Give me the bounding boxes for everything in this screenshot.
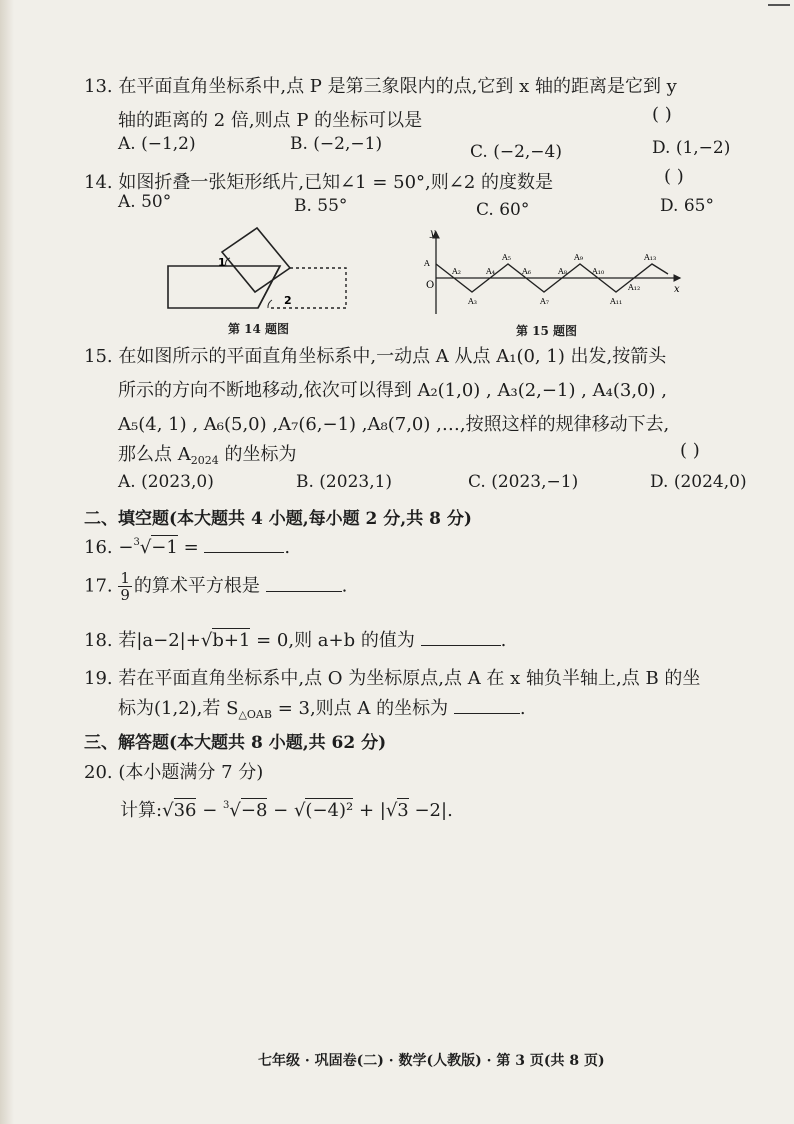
q20-root2: −8 xyxy=(240,800,268,821)
q15-option-a: A. (2023,0) xyxy=(118,472,214,492)
q18-answer-blank[interactable] xyxy=(421,629,501,646)
q15-option-d: D. (2024,0) xyxy=(650,472,747,492)
q15-point-a13: A₁₃ xyxy=(644,253,657,262)
q20-op1: − xyxy=(196,800,223,821)
q13-option-a: A. (−1,2) xyxy=(118,134,196,154)
q20-title: 20. (本小题满分 7 分) xyxy=(84,762,264,783)
q15-line4-pre: 那么点 A xyxy=(118,444,191,465)
q20-root2-index: 3 xyxy=(223,800,230,811)
q15-option-c: C. (2023,−1) xyxy=(468,472,579,492)
q19-line2-post: = 3,则点 A 的坐标为 xyxy=(271,698,449,719)
q17-answer-blank[interactable] xyxy=(266,575,342,592)
q13-line1: 13. 在平面直角坐标系中,点 P 是第三象限内的点,它到 x 轴的距离是它到 y xyxy=(84,76,677,97)
q14-option-d: D. 65° xyxy=(660,196,714,216)
q13-answer-paren: ( ) xyxy=(652,104,672,125)
q13-option-c: C. (−2,−4) xyxy=(470,142,562,162)
q20-op2: − xyxy=(267,800,294,821)
q18: 18. 若|a−2|+√b+1 = 0,则 a+b 的值为 . xyxy=(84,630,507,651)
q16-radicand: −1 xyxy=(151,537,178,558)
q15-line3: A₅(4, 1) , A₆(5,0) ,A₇(6,−1) ,A₈(7,0) ,…,按照这样的规律移动下去, xyxy=(118,414,670,435)
q15-point-a1: A xyxy=(424,259,430,268)
q20-tail: −2|. xyxy=(408,800,453,821)
q15-point-a6: A₆ xyxy=(522,267,531,276)
corner-mark xyxy=(768,4,790,18)
q19-line2-sub: △OAB xyxy=(238,708,272,721)
q19-line2-pre: 标为(1,2),若 S xyxy=(118,698,239,719)
q18-end: . xyxy=(500,630,507,651)
q20-label: 计算: xyxy=(120,800,163,821)
section3-header: 三、解答题(本大题共 8 小题,共 62 分) xyxy=(84,733,387,753)
q15-point-a3: A₃ xyxy=(468,297,477,306)
q15-axis-x-label: x xyxy=(674,284,680,295)
q15-point-a9: A₉ xyxy=(574,253,583,262)
page-footer: 七年级 · 巩固卷(二) · 数学(人教版) · 第 3 页(共 8 页) xyxy=(258,1053,605,1069)
q14-angle1-label: 1 xyxy=(218,256,226,269)
q18-radicand: b+1 xyxy=(212,630,251,651)
q19-line1: 19. 若在平面直角坐标系中,点 O 为坐标原点,点 A 在 x 轴负半轴上,点 B 的坐 xyxy=(84,668,701,689)
q20-op3: + | xyxy=(353,800,386,821)
q15-line4-post: 的坐标为 xyxy=(218,444,297,465)
q14-figure xyxy=(160,222,360,318)
q14-angle2-label: 2 xyxy=(284,294,292,307)
q15-figure xyxy=(422,226,686,322)
q13-option-b: B. (−2,−1) xyxy=(290,134,383,154)
q14-line1: 14. 如图折叠一张矩形纸片,已知∠1 = 50°,则∠2 的度数是 xyxy=(84,172,554,193)
q17-numerator: 1 xyxy=(120,569,130,587)
q15-figure-caption: 第 15 题图 xyxy=(516,324,578,338)
q16: 16. −$^3$√−1 = . xyxy=(84,537,291,558)
q16-end: . xyxy=(284,537,291,558)
q17 xyxy=(84,570,347,603)
q13-line2: 轴的距离的 2 倍,则点 P 的坐标可以是 xyxy=(118,110,423,131)
q17-prefix: 17. xyxy=(84,575,113,597)
q14-figure-caption: 第 14 题图 xyxy=(228,322,290,336)
q20-root1: 36 xyxy=(173,800,197,821)
q15-line1: 15. 在如图所示的平面直角坐标系中,一动点 A 从点 A₁(0, 1) 出发,按箭头 xyxy=(84,346,667,367)
q17-end: . xyxy=(341,575,348,597)
q14-option-c: C. 60° xyxy=(476,200,530,220)
q19-line2 xyxy=(118,694,526,721)
q14-option-b: B. 55° xyxy=(294,196,348,216)
q15-line4-sub: 2024 xyxy=(190,454,219,467)
q17-fraction xyxy=(118,570,132,603)
q20-root3: (−4)² xyxy=(305,800,354,821)
q15-point-a11: A₁₁ xyxy=(610,297,623,306)
q13-option-d: D. (1,−2) xyxy=(652,138,731,158)
q19-answer-blank[interactable] xyxy=(454,697,520,714)
section2-header: 二、填空题(本大题共 4 小题,每小题 2 分,共 8 分) xyxy=(84,509,472,529)
q15-point-a4: A₄ xyxy=(486,267,495,276)
q15-point-a7: A₇ xyxy=(540,297,549,306)
q15-point-a10: A₁₀ xyxy=(592,267,605,276)
q15-point-a5: A₅ xyxy=(502,253,511,262)
q15-axis-y-label: y xyxy=(430,228,436,239)
q15-line2: 所示的方向不断地移动,依次可以得到 A₂(1,0) , A₃(2,−1) , A₄(3,0) , xyxy=(118,380,667,401)
q18-prefix: 18. 若|a−2|+ xyxy=(84,630,201,651)
q18-text: = 0,则 a+b 的值为 xyxy=(250,630,415,651)
q19-end: . xyxy=(519,698,526,719)
q16-answer-blank[interactable] xyxy=(204,536,284,553)
q16-suffix: = xyxy=(177,537,199,558)
q15-origin-label: O xyxy=(426,280,435,291)
q14-answer-paren: ( ) xyxy=(664,166,684,187)
q20-root4: 3 xyxy=(397,800,409,821)
q15-point-a8: A₈ xyxy=(558,267,567,276)
q15-point-a12: A₁₂ xyxy=(628,283,641,292)
q15-point-a2: A₂ xyxy=(452,267,461,276)
q17-text: 的算术平方根是 xyxy=(133,575,260,597)
q16-root-index: 3 xyxy=(133,537,140,548)
q20-expression: 计算:√36 − $^3$√−8 − √(−4)² + |√3 −2|. xyxy=(120,800,453,821)
q17-denominator: 9 xyxy=(120,586,130,604)
q15-answer-paren: ( ) xyxy=(680,440,700,461)
q16-prefix: 16. − xyxy=(84,537,134,558)
paper-edge-shadow xyxy=(0,0,14,1124)
q15-option-b: B. (2023,1) xyxy=(296,472,393,492)
q14-option-a: A. 50° xyxy=(118,192,172,212)
q15-line4 xyxy=(118,440,296,467)
